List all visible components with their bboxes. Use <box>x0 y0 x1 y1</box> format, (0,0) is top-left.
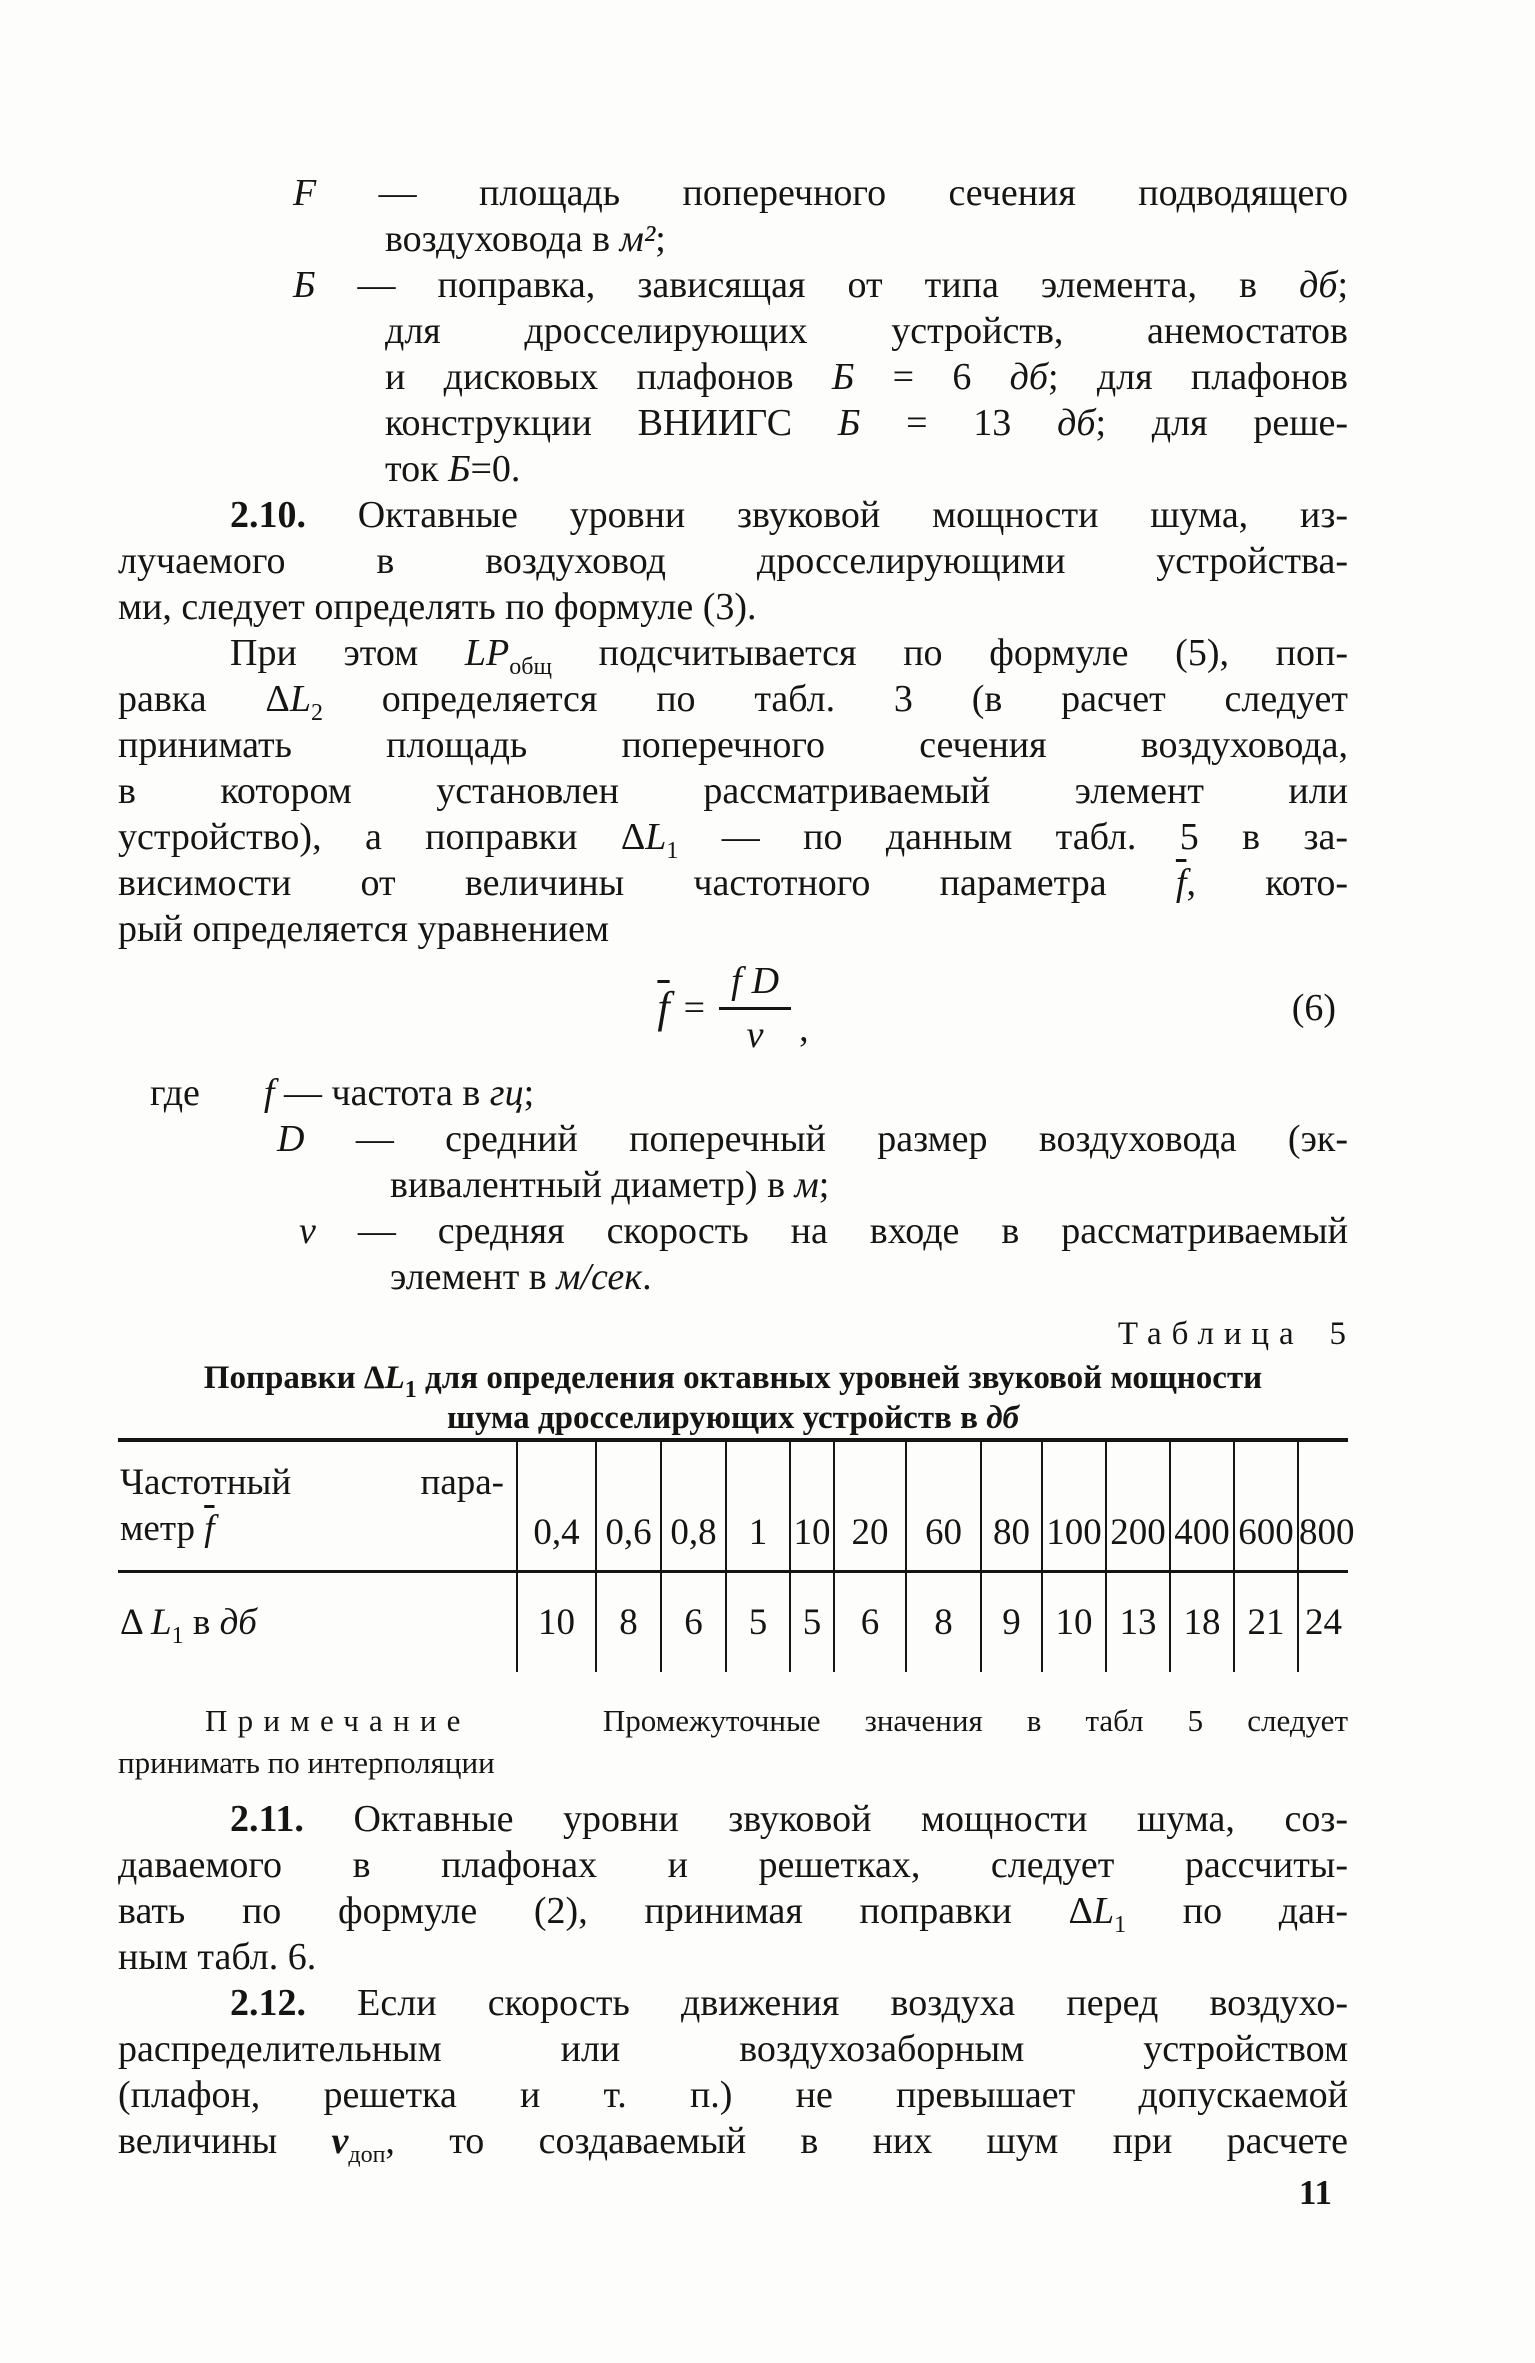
param-value-cell: 80 <box>981 1440 1042 1572</box>
paragraph-2-10 <box>118 492 1348 630</box>
definition-line: для дросселирующих устройств, анемостатов <box>385 310 1348 352</box>
paragraph-line: рый определяется уравнением <box>118 908 610 950</box>
dl-value-cell: 6 <box>834 1572 906 1673</box>
dl-value-cell: 21 <box>1234 1572 1298 1673</box>
where-line: элемент в м/сек. <box>390 1256 652 1298</box>
param-value-cell: 600 <box>1234 1440 1298 1572</box>
param-value-cell: 60 <box>906 1440 981 1572</box>
dl-value-cell: 9 <box>981 1572 1042 1673</box>
param-value-cell: 400 <box>1170 1440 1234 1572</box>
paragraph-line: ми, следует определять по формуле (3). <box>118 586 757 628</box>
definitions-block <box>118 170 1348 492</box>
paragraph-line: даваемого в плафонах и решетках, следует рассчиты- <box>118 1844 1348 1886</box>
definition-line: воздуховода в м²; <box>385 218 666 260</box>
param-value-cell: 0,8 <box>661 1440 726 1572</box>
definition-line: и дисковых плафонов Б = 6 дб; для плафонов <box>385 356 1348 398</box>
where-line: D — средний поперечный размер воздуховода (эк- <box>277 1118 1348 1160</box>
text-column <box>118 170 1355 2216</box>
param-value-cell: 200 <box>1106 1440 1170 1572</box>
dl-value-cell: 5 <box>726 1572 790 1673</box>
dl-value-cell: 8 <box>596 1572 661 1673</box>
note-block <box>118 1700 1348 1784</box>
param-value-cell: 800 <box>1298 1440 1348 1572</box>
param-value-cell: 1 <box>726 1440 790 1572</box>
paragraph-2-11 <box>118 1796 1348 1980</box>
paragraph-2-12 <box>118 1980 1348 2168</box>
definition-line: конструкции ВНИИГС Б = 13 дб; для реше- <box>385 402 1349 444</box>
dl-value-cell: 24 <box>1298 1572 1348 1673</box>
paragraph-line: вать по формуле (2), принимая поправки $\Delta L_1$ по дан- <box>118 1890 1348 1938</box>
dl-value-cell: 13 <box>1106 1572 1170 1673</box>
equals-sign: = <box>683 987 706 1029</box>
paragraph-line: принимать площадь поперечного сечения воздуховода, <box>118 724 1348 766</box>
fraction-numerator: f D <box>731 960 780 1002</box>
where-line: вивалентный диаметр) в м; <box>390 1164 830 1206</box>
f-bar-symbol: $\overline{f}$ <box>657 983 670 1032</box>
definition-line: F — площадь поперечного сечения подводящего <box>293 172 1348 214</box>
table-header-label-cell <box>118 1440 517 1572</box>
paragraph-line: висимости от величины частотного параметра $\overline{f}$, кото- <box>118 862 1348 904</box>
dl-value-cell: 10 <box>1042 1572 1106 1673</box>
param-value-cell: 0,6 <box>596 1440 661 1572</box>
paragraph-line: распределительным или воздухозаборным устройством <box>118 2028 1348 2070</box>
dl-value-cell: 8 <box>906 1572 981 1673</box>
table-data-row <box>118 1572 1348 1673</box>
page-number: 11 <box>1298 2173 1332 2212</box>
paragraph-line: 2.10. Октавные уровни звуковой мощности шума, из- <box>230 494 1348 536</box>
param-value-cell: 20 <box>834 1440 906 1572</box>
dl-value-cell: 5 <box>790 1572 834 1673</box>
where-block <box>118 1070 1348 1300</box>
table-5-caption <box>118 1358 1348 1438</box>
paragraph-line: 2.11. Октавные уровни звуковой мощности шума, соз- <box>230 1798 1348 1840</box>
table-label-number: 5 <box>1329 1316 1346 1352</box>
where-line: v — средняя скорость на входе в рассматриваемый <box>299 1210 1348 1252</box>
note-line: принимать по интерполяции <box>118 1745 495 1780</box>
paragraph-line: величины $v_{доп}$, то создаваемый в них шум при расчете <box>118 2120 1348 2168</box>
param-value-cell: 100 <box>1042 1440 1106 1572</box>
table-header-row <box>118 1440 1348 1572</box>
paragraph-line: (плафон, решетка и т. п.) не превышает допускаемой <box>118 2074 1348 2116</box>
caption-line: шума дросселирующих устройств в дб <box>446 1400 1020 1436</box>
table-label-word: Таблица <box>1117 1316 1304 1352</box>
formula-comma: , <box>799 1008 809 1050</box>
header-label-line: Частотный пара- <box>120 1462 504 1503</box>
paragraph-line: лучаемого в воздуховод дросселирующими устройства- <box>118 540 1348 582</box>
paragraph-line: ным табл. 6. <box>118 1936 317 1978</box>
table-5-label <box>118 1314 1348 1354</box>
param-value-cell: 10 <box>790 1440 834 1572</box>
paragraph-line: в котором установлен рассматриваемый элемент или <box>118 770 1348 812</box>
paragraph-lp <box>118 630 1348 952</box>
dl-value-cell: 18 <box>1170 1572 1234 1673</box>
paragraph-line: При этом $LP_{общ}$ подсчитывается по формуле (5), поп- <box>230 632 1348 680</box>
formula-6 <box>118 958 1348 1058</box>
definition-line: Б — поправка, зависящая от типа элемента, в дб; <box>293 264 1348 306</box>
caption-line: Поправки $\Delta L_1$ для определения октавных уровней звуковой мощности <box>203 1360 1263 1403</box>
definition-line: ток Б=0. <box>385 448 521 490</box>
paragraph-line: устройство), а поправки $\Delta L_1$ — по данным табл. 5 в за- <box>118 816 1349 864</box>
dl-value-cell: 6 <box>661 1572 726 1673</box>
table-5 <box>118 1438 1355 1672</box>
fraction-denominator: v <box>719 1007 791 1058</box>
note-line: Примечание Промежуточные значения в табл 5 следует <box>205 1703 1348 1738</box>
table-row-label-cell: Δ $L_1$ в дб <box>120 1601 257 1649</box>
fraction <box>719 958 791 1058</box>
paragraph-line: равка $\Delta L_2$ определяется по табл. 3 (в расчет следует <box>118 678 1348 726</box>
dl-value-cell: 10 <box>517 1572 596 1673</box>
paragraph-line: 2.12. Если скорость движения воздуха перед воздухо- <box>230 1982 1348 2024</box>
header-label-line: метр $\overline{f}$ <box>120 1508 215 1549</box>
param-value-cell: 0,4 <box>517 1440 596 1572</box>
where-line: где f — частота в гц; <box>150 1072 535 1114</box>
equation-number: (6) <box>1291 987 1336 1029</box>
